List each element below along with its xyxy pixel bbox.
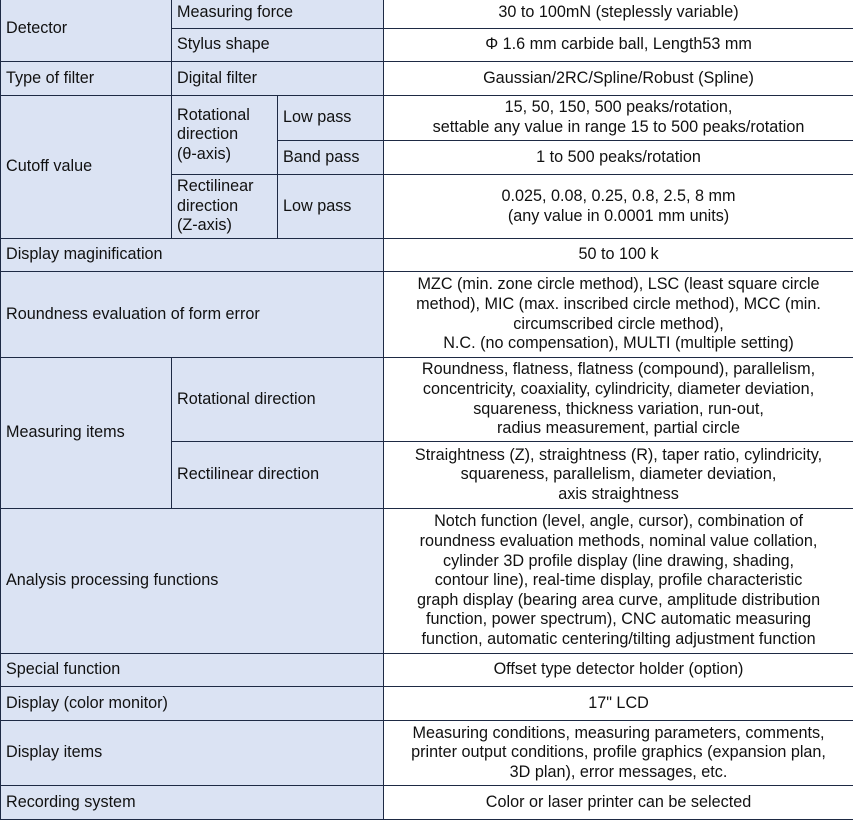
value-line: N.C. (no compensation), MULTI (multiple setting) — [443, 334, 794, 353]
cutoff-rectilinear-label — [172, 175, 278, 239]
value-line: concentricity, coaxiality, cylindricity, diameter deviation, — [422, 379, 815, 398]
value-line: 0.025, 0.08, 0.25, 0.8, 2.5, 8 mm — [501, 186, 736, 205]
display-monitor-value: 17" LCD — [384, 687, 853, 721]
value-line: cylinder 3D profile display (line drawing, shading, — [443, 551, 794, 570]
cutoff-rotational-line: (θ-axis) — [177, 144, 231, 163]
row-filter — [1, 62, 853, 96]
value-line: axis straightness — [558, 484, 679, 503]
row-display-items — [1, 721, 853, 786]
measuring-rectilinear-value — [384, 442, 853, 509]
measuring-rotational-value — [384, 358, 853, 442]
value-line: function, automatic centering/tilting adjustment function — [421, 629, 816, 648]
stylus-shape-label: Stylus shape — [172, 29, 384, 62]
value-line: settable any value in range 15 to 500 peaks/rotation — [432, 118, 805, 136]
measuring-force-value: 30 to 100mN (steplessly variable) — [384, 0, 853, 29]
value-line: contour line), real-time display, profile characteristic — [434, 571, 803, 590]
row-cutoff-rot-low — [1, 96, 853, 141]
filter-value: Gaussian/2RC/Spline/Robust (Spline) — [384, 62, 853, 96]
display-magnification-label: Display maginification — [1, 239, 384, 272]
value-line: Roundness, flatness, flatness (compound), parallelism, — [421, 360, 816, 379]
stylus-shape-value: Φ 1.6 mm carbide ball, Length53 mm — [384, 29, 853, 62]
value-line: MZC (min. zone circle method), LSC (least square circle — [417, 275, 820, 294]
row-measuring-force — [1, 0, 853, 29]
value-line: printer output conditions, profile graphics (expansion plan, — [411, 743, 826, 762]
value-line: graph display (bearing area curve, amplitude distribution — [416, 590, 821, 609]
analysis-value — [384, 509, 853, 654]
value-line: squareness, thickness variation, run-out, — [473, 399, 764, 418]
detector-label: Detector — [1, 0, 172, 62]
row-special-function — [1, 654, 853, 687]
recording-label: Recording system — [1, 786, 384, 820]
value-line: radius measurement, partial circle — [497, 419, 740, 438]
value-line: method), MIC (max. inscribed circle method), MCC (min. — [416, 294, 821, 313]
cutoff-rot-bandpass-label: Band pass — [278, 141, 384, 175]
value-line: squareness, parallelism, diameter deviation, — [460, 465, 777, 484]
analysis-label: Analysis processing functions — [1, 509, 384, 654]
cutoff-rect-lowpass-value — [384, 175, 853, 239]
cutoff-rot-lowpass-label: Low pass — [278, 96, 384, 141]
value-line: (any value in 0.0001 mm units) — [507, 206, 730, 225]
value-line: roundness evaluation methods, nominal value collation, — [419, 532, 818, 551]
row-display-magnification — [1, 239, 853, 272]
cutoff-rotational-label — [172, 96, 278, 175]
value-line: function, power spectrum), CNC automatic measuring — [425, 610, 812, 629]
display-magnification-value: 50 to 100 k — [384, 239, 853, 272]
value-line: Straightness (Z), straightness (R), taper ratio, cylindricity, — [414, 445, 823, 464]
value-line: Measuring conditions, measuring parameters, comments, — [412, 723, 825, 742]
cutoff-rotational-line: direction — [177, 125, 239, 144]
row-recording — [1, 786, 853, 820]
filter-sub-label: Digital filter — [172, 62, 384, 96]
roundness-label: Roundness evaluation of form error — [1, 272, 384, 358]
recording-value: Color or laser printer can be selected — [384, 786, 853, 820]
measuring-rectilinear-label: Rectilinear direction — [172, 442, 384, 509]
cutoff-rect-lowpass-label: Low pass — [278, 175, 384, 239]
display-items-label: Display items — [1, 721, 384, 786]
row-measuring-rotational — [1, 358, 853, 442]
measuring-rotational-label: Rotational direction — [172, 358, 384, 442]
special-function-label: Special function — [1, 654, 384, 687]
display-items-value — [384, 721, 853, 786]
cutoff-rot-lowpass-value — [384, 96, 853, 141]
special-function-value: Offset type detector holder (option) — [384, 654, 853, 687]
row-display-monitor — [1, 687, 853, 721]
row-analysis — [1, 509, 853, 654]
measuring-items-label: Measuring items — [1, 358, 172, 509]
value-line: Notch function (level, angle, cursor), combination of — [434, 512, 803, 531]
cutoff-rectilinear-line: direction — [177, 196, 239, 215]
cutoff-rectilinear-line: Rectilinear — [177, 177, 254, 196]
cutoff-rot-bandpass-value: 1 to 500 peaks/rotation — [384, 141, 853, 175]
cutoff-rectilinear-line: (Z-axis) — [177, 216, 232, 235]
display-monitor-label: Display (color monitor) — [1, 687, 384, 721]
value-line: 15, 50, 150, 500 peaks/rotation, — [504, 98, 733, 117]
cutoff-rotational-line: Rotational — [177, 105, 250, 124]
row-roundness — [1, 272, 853, 358]
roundness-value — [384, 272, 853, 358]
filter-label: Type of filter — [1, 62, 172, 96]
value-line: circumscribed circle method), — [513, 314, 724, 333]
cutoff-label: Cutoff value — [1, 96, 172, 239]
value-line: 3D plan), error messages, etc. — [509, 762, 728, 781]
measuring-force-label: Measuring force — [172, 0, 384, 29]
